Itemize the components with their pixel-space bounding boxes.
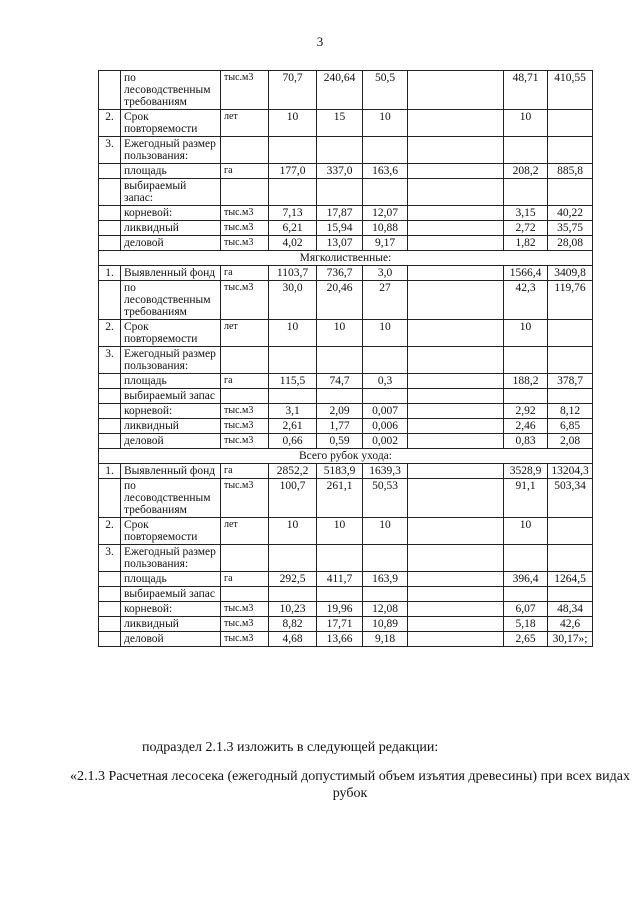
cell-indicator: ликвидный [121, 617, 221, 632]
cell-value-2: 20,46 [317, 281, 363, 320]
cell-total: 13204,3 [548, 464, 593, 479]
logging-volumes-table [98, 70, 593, 647]
cell-unit: тыс.м3 [221, 206, 269, 221]
cell-value-2: 17,87 [317, 206, 363, 221]
section-label: Всего рубок ухода: [99, 449, 593, 464]
cell-value-2: 1,77 [317, 419, 363, 434]
cell-value-5: 2,92 [504, 404, 548, 419]
cell-value-1: 115,5 [269, 374, 317, 389]
cell-unit: лет [221, 110, 269, 137]
cell-value-2: 19,96 [317, 602, 363, 617]
table-row [99, 374, 593, 389]
cell-value-1: 10 [269, 518, 317, 545]
table-row [99, 518, 593, 545]
cell-row-number [99, 434, 121, 449]
table-row [99, 587, 593, 602]
cell-total: 30,17»; [548, 632, 593, 647]
cell-total: 35,75 [548, 221, 593, 236]
cell-value-5 [504, 587, 548, 602]
cell-value-4 [408, 137, 504, 164]
cell-value-2: 15,94 [317, 221, 363, 236]
cell-row-number [99, 206, 121, 221]
cell-unit: тыс.м3 [221, 602, 269, 617]
cell-value-3 [363, 137, 408, 164]
cell-row-number [99, 479, 121, 518]
cell-total [548, 347, 593, 374]
cell-indicator: Срок повторяемости [121, 518, 221, 545]
cell-indicator: Срок повторяемости [121, 110, 221, 137]
cell-row-number [99, 419, 121, 434]
cell-value-2 [317, 347, 363, 374]
cell-value-3: 0,007 [363, 404, 408, 419]
cell-value-3 [363, 545, 408, 572]
cell-value-3: 50,5 [363, 71, 408, 110]
cell-total [548, 545, 593, 572]
cell-indicator: площадь [121, 572, 221, 587]
cell-indicator: деловой [121, 236, 221, 251]
cell-total: 2,08 [548, 434, 593, 449]
table-row [99, 464, 593, 479]
cell-value-5: 0,83 [504, 434, 548, 449]
cell-row-number [99, 572, 121, 587]
cell-value-5: 48,71 [504, 71, 548, 110]
cell-total: 378,7 [548, 374, 593, 389]
cell-unit: лет [221, 518, 269, 545]
cell-total [548, 587, 593, 602]
cell-value-1: 70,7 [269, 71, 317, 110]
cell-unit: тыс.м3 [221, 236, 269, 251]
cell-row-number [99, 389, 121, 404]
cell-value-4 [408, 281, 504, 320]
cell-unit [221, 347, 269, 374]
cell-value-1 [269, 347, 317, 374]
cell-value-4 [408, 545, 504, 572]
cell-value-5: 2,72 [504, 221, 548, 236]
table-row [99, 71, 593, 110]
table-row [99, 617, 593, 632]
cell-row-number [99, 179, 121, 206]
cell-value-2: 15 [317, 110, 363, 137]
cell-row-number: 2. [99, 110, 121, 137]
cell-value-3: 163,9 [363, 572, 408, 587]
cell-value-5: 3528,9 [504, 464, 548, 479]
cell-value-2: 411,7 [317, 572, 363, 587]
cell-value-4 [408, 71, 504, 110]
cell-value-1 [269, 179, 317, 206]
cell-value-1: 10 [269, 110, 317, 137]
cell-unit: тыс.м3 [221, 71, 269, 110]
cell-value-5: 91,1 [504, 479, 548, 518]
cell-value-1: 7,13 [269, 206, 317, 221]
cell-value-4 [408, 389, 504, 404]
cell-total [548, 518, 593, 545]
cell-value-2: 10 [317, 518, 363, 545]
cell-total: 119,76 [548, 281, 593, 320]
cell-unit: тыс.м3 [221, 419, 269, 434]
cell-row-number [99, 236, 121, 251]
cell-value-5: 10 [504, 320, 548, 347]
cell-value-2 [317, 179, 363, 206]
cell-value-2 [317, 545, 363, 572]
cell-value-4 [408, 347, 504, 374]
cell-row-number [99, 164, 121, 179]
cell-value-5: 10 [504, 110, 548, 137]
cell-value-5: 2,65 [504, 632, 548, 647]
cell-value-1: 10,23 [269, 602, 317, 617]
cell-value-3: 9,18 [363, 632, 408, 647]
cell-value-2 [317, 587, 363, 602]
cell-value-3: 0,006 [363, 419, 408, 434]
cell-value-4 [408, 266, 504, 281]
cell-value-4 [408, 617, 504, 632]
cell-value-4 [408, 602, 504, 617]
cell-unit [221, 545, 269, 572]
cell-value-1: 30,0 [269, 281, 317, 320]
cell-value-5: 10 [504, 518, 548, 545]
table-row [99, 164, 593, 179]
cell-value-3: 10 [363, 320, 408, 347]
cell-row-number [99, 617, 121, 632]
cell-value-3: 0,3 [363, 374, 408, 389]
cell-value-2: 2,09 [317, 404, 363, 419]
cell-unit: лет [221, 320, 269, 347]
cell-indicator: Ежегодный размер пользования: [121, 137, 221, 164]
cell-row-number: 3. [99, 347, 121, 374]
cell-row-number [99, 602, 121, 617]
cell-value-3 [363, 389, 408, 404]
cell-indicator: Ежегодный размер пользования: [121, 545, 221, 572]
cell-row-number: 2. [99, 320, 121, 347]
cell-value-4 [408, 110, 504, 137]
cell-value-3: 9,17 [363, 236, 408, 251]
cell-total: 8,12 [548, 404, 593, 419]
cell-value-5: 2,46 [504, 419, 548, 434]
cell-value-2: 240,64 [317, 71, 363, 110]
amendment-instruction: подраздел 2.1.3 изложить в следующей редакции: [142, 740, 439, 755]
cell-value-4 [408, 221, 504, 236]
cell-value-1: 177,0 [269, 164, 317, 179]
cell-indicator: выбираемый запас: [121, 179, 221, 206]
cell-value-5: 3,15 [504, 206, 548, 221]
cell-value-1 [269, 545, 317, 572]
table-row [99, 206, 593, 221]
cell-row-number [99, 632, 121, 647]
cell-indicator: Ежегодный размер пользования: [121, 347, 221, 374]
table-row [99, 602, 593, 617]
cell-row-number: 3. [99, 137, 121, 164]
cell-value-5: 208,2 [504, 164, 548, 179]
cell-row-number: 3. [99, 545, 121, 572]
cell-total: 42,6 [548, 617, 593, 632]
cell-indicator: корневой: [121, 206, 221, 221]
cell-value-2 [317, 137, 363, 164]
cell-unit: тыс.м3 [221, 434, 269, 449]
cell-unit: га [221, 464, 269, 479]
cell-value-3: 10 [363, 110, 408, 137]
cell-value-3 [363, 179, 408, 206]
cell-total: 503,34 [548, 479, 593, 518]
cell-value-4 [408, 320, 504, 347]
table-row [99, 266, 593, 281]
cell-unit: тыс.м3 [221, 479, 269, 518]
cell-value-2: 736,7 [317, 266, 363, 281]
cell-value-1: 6,21 [269, 221, 317, 236]
section-heading: «2.1.3 Расчетная лесосека (ежегодный допустимый объем изъятия древесины) при всех видах рубок [70, 769, 630, 801]
cell-indicator: деловой [121, 632, 221, 647]
table-row [99, 404, 593, 419]
cell-value-4 [408, 404, 504, 419]
table-row [99, 110, 593, 137]
cell-value-4 [408, 479, 504, 518]
cell-indicator: ликвидный [121, 419, 221, 434]
cell-total [548, 179, 593, 206]
cell-indicator: Срок повторяемости [121, 320, 221, 347]
cell-value-2: 17,71 [317, 617, 363, 632]
cell-unit: га [221, 374, 269, 389]
cell-row-number [99, 587, 121, 602]
cell-total: 48,34 [548, 602, 593, 617]
cell-indicator: выбираемый запас [121, 389, 221, 404]
page-number: 3 [316, 34, 324, 49]
cell-value-4 [408, 164, 504, 179]
cell-row-number [99, 374, 121, 389]
cell-value-5 [504, 545, 548, 572]
cell-value-5: 188,2 [504, 374, 548, 389]
cell-value-2: 13,07 [317, 236, 363, 251]
cell-row-number [99, 71, 121, 110]
cell-total [548, 389, 593, 404]
cell-value-3: 27 [363, 281, 408, 320]
cell-indicator: по лесоводственным требованиям [121, 281, 221, 320]
cell-value-4 [408, 434, 504, 449]
cell-unit: тыс.м3 [221, 221, 269, 236]
cell-row-number [99, 404, 121, 419]
cell-value-1: 2,61 [269, 419, 317, 434]
table-row [99, 281, 593, 320]
cell-value-3: 1639,3 [363, 464, 408, 479]
cell-value-2: 0,59 [317, 434, 363, 449]
cell-total: 410,55 [548, 71, 593, 110]
cell-total: 28,08 [548, 236, 593, 251]
cell-total [548, 320, 593, 347]
cell-value-1: 2852,2 [269, 464, 317, 479]
cell-value-5: 396,4 [504, 572, 548, 587]
cell-value-4 [408, 374, 504, 389]
cell-value-1 [269, 587, 317, 602]
cell-value-1: 4,68 [269, 632, 317, 647]
cell-value-4 [408, 419, 504, 434]
cell-value-3 [363, 347, 408, 374]
cell-value-2: 337,0 [317, 164, 363, 179]
section-row [99, 251, 593, 266]
cell-value-5: 6,07 [504, 602, 548, 617]
table-row [99, 545, 593, 572]
cell-unit [221, 137, 269, 164]
cell-indicator: ликвидный [121, 221, 221, 236]
cell-total [548, 110, 593, 137]
cell-indicator: площадь [121, 164, 221, 179]
table-row [99, 347, 593, 374]
cell-value-1: 1103,7 [269, 266, 317, 281]
cell-value-4 [408, 518, 504, 545]
cell-indicator: Выявленный фонд [121, 266, 221, 281]
cell-value-4 [408, 572, 504, 587]
table-row [99, 221, 593, 236]
table-row [99, 479, 593, 518]
cell-value-5: 42,3 [504, 281, 548, 320]
table-row [99, 320, 593, 347]
cell-indicator: корневой: [121, 404, 221, 419]
cell-value-1 [269, 137, 317, 164]
cell-value-1: 0,66 [269, 434, 317, 449]
cell-value-5 [504, 389, 548, 404]
cell-indicator: по лесоводственным требованиям [121, 71, 221, 110]
table-row [99, 632, 593, 647]
cell-unit: га [221, 164, 269, 179]
cell-value-4 [408, 632, 504, 647]
cell-value-1: 292,5 [269, 572, 317, 587]
cell-value-3 [363, 587, 408, 602]
cell-total: 40,22 [548, 206, 593, 221]
cell-unit: тыс.м3 [221, 281, 269, 320]
cell-indicator: выбираемый запас [121, 587, 221, 602]
cell-unit: га [221, 266, 269, 281]
cell-unit [221, 389, 269, 404]
cell-indicator: Выявленный фонд [121, 464, 221, 479]
cell-indicator: корневой: [121, 602, 221, 617]
table-row [99, 434, 593, 449]
cell-value-1: 100,7 [269, 479, 317, 518]
cell-value-3: 3,0 [363, 266, 408, 281]
cell-value-1: 8,82 [269, 617, 317, 632]
cell-unit [221, 587, 269, 602]
cell-value-1: 4,02 [269, 236, 317, 251]
cell-row-number: 1. [99, 266, 121, 281]
cell-value-5: 5,18 [504, 617, 548, 632]
cell-value-3: 12,08 [363, 602, 408, 617]
cell-value-3: 0,002 [363, 434, 408, 449]
table-row [99, 236, 593, 251]
cell-value-3: 10,88 [363, 221, 408, 236]
cell-value-5 [504, 347, 548, 374]
cell-row-number [99, 221, 121, 236]
cell-value-2: 74,7 [317, 374, 363, 389]
cell-unit: тыс.м3 [221, 617, 269, 632]
cell-value-3: 50,53 [363, 479, 408, 518]
cell-value-5 [504, 179, 548, 206]
cell-unit: тыс.м3 [221, 404, 269, 419]
table-row [99, 389, 593, 404]
cell-value-3: 10 [363, 518, 408, 545]
cell-value-4 [408, 179, 504, 206]
section-row [99, 449, 593, 464]
cell-value-3: 163,6 [363, 164, 408, 179]
cell-total: 1264,5 [548, 572, 593, 587]
table-row [99, 572, 593, 587]
table-row [99, 419, 593, 434]
cell-value-1 [269, 389, 317, 404]
table-body [99, 71, 593, 647]
cell-value-2: 261,1 [317, 479, 363, 518]
cell-value-4 [408, 587, 504, 602]
cell-unit: тыс.м3 [221, 632, 269, 647]
cell-value-1: 3,1 [269, 404, 317, 419]
cell-total: 885,8 [548, 164, 593, 179]
cell-total [548, 137, 593, 164]
cell-value-2: 10 [317, 320, 363, 347]
cell-value-2 [317, 389, 363, 404]
cell-indicator: деловой [121, 434, 221, 449]
cell-value-5: 1,82 [504, 236, 548, 251]
cell-value-3: 10,89 [363, 617, 408, 632]
cell-row-number: 2. [99, 518, 121, 545]
cell-total: 3409,8 [548, 266, 593, 281]
cell-indicator: площадь [121, 374, 221, 389]
cell-value-2: 5183,9 [317, 464, 363, 479]
cell-row-number: 1. [99, 464, 121, 479]
cell-unit [221, 179, 269, 206]
cell-value-4 [408, 206, 504, 221]
cell-indicator: по лесоводственным требованиям [121, 479, 221, 518]
cell-value-4 [408, 464, 504, 479]
cell-value-5: 1566,4 [504, 266, 548, 281]
cell-row-number [99, 281, 121, 320]
cell-total: 6,85 [548, 419, 593, 434]
table-row [99, 179, 593, 206]
section-label: Мягколиственные: [99, 251, 593, 266]
cell-value-2: 13,66 [317, 632, 363, 647]
cell-value-5 [504, 137, 548, 164]
cell-value-1: 10 [269, 320, 317, 347]
table-row [99, 137, 593, 164]
cell-value-4 [408, 236, 504, 251]
cell-unit: га [221, 572, 269, 587]
cell-value-3: 12,07 [363, 206, 408, 221]
